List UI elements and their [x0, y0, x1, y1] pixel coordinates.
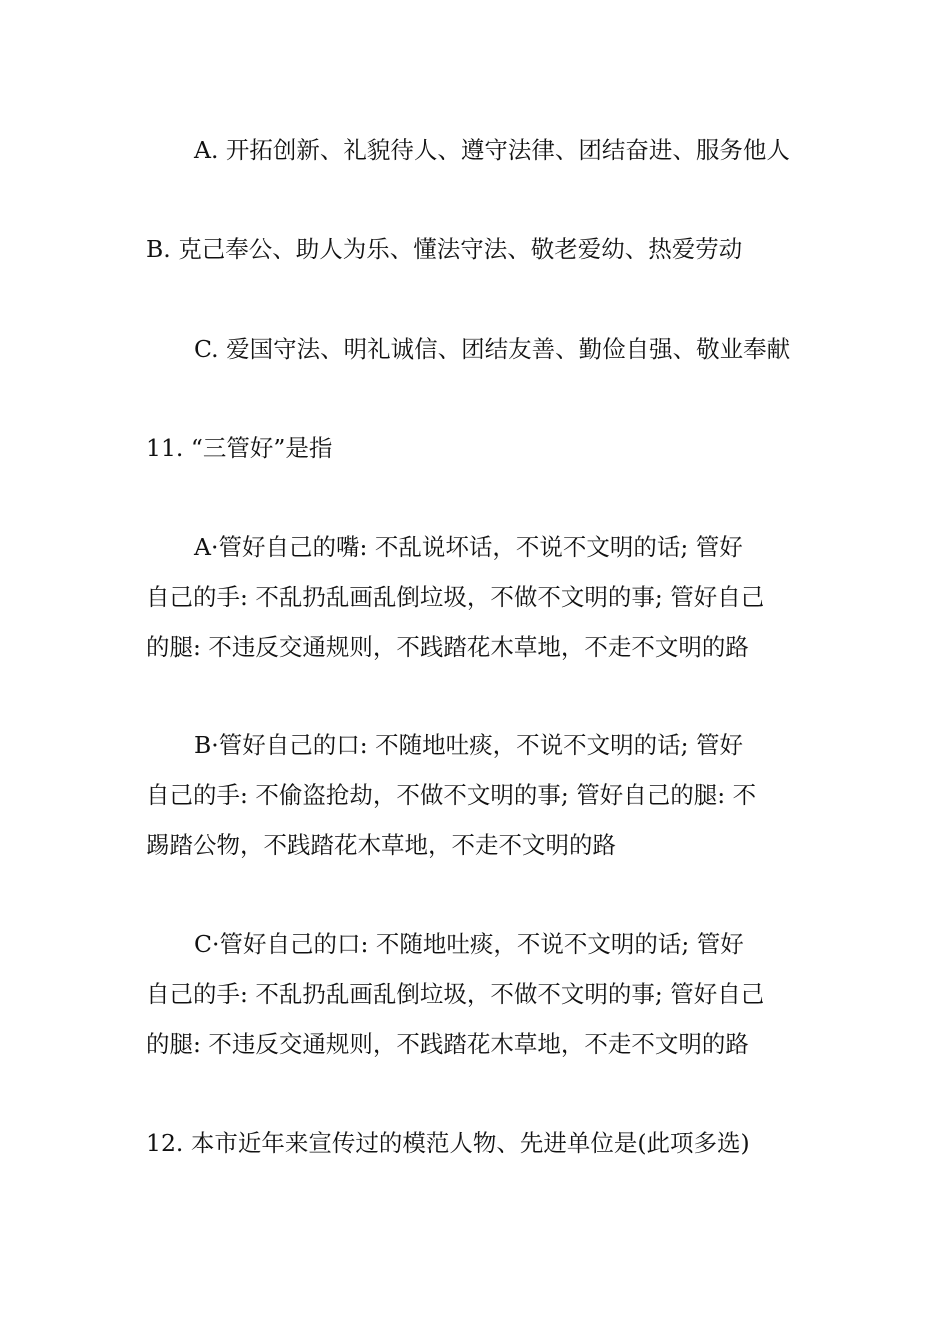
q11-option-b [146, 720, 808, 870]
q10-option-c: C. 爱国守法、明礼诚信、团结友善、勤俭自强、敬业奉献 [194, 335, 791, 363]
q11-option-c-line-3: 的腿: 不违反交通规则，不践踏花木草地，不走不文明的路 [146, 1030, 749, 1058]
q11-option-c-line-2: 自己的手: 不乱扔乱画乱倒垃圾，不做不文明的事; 管好自己 [146, 980, 765, 1008]
q11-option-b-line-2: 自己的手: 不偷盗抢劫，不做不文明的事; 管好自己的腿: 不 [146, 781, 757, 809]
q12-question: 12. 本市近年来宣传过的模范人物、先进单位是(此项多选) [146, 1129, 750, 1157]
q10-option-a: A. 开拓创新、礼貌待人、遵守法律、团结奋进、服务他人 [194, 136, 790, 164]
q11-option-c [146, 919, 808, 1069]
q10-option-b: B. 克己奉公、助人为乐、懂法守法、敬老爱幼、热爱劳动 [146, 235, 743, 263]
q11-option-a-line-3: 的腿: 不违反交通规则，不践踏花木草地，不走不文明的路 [146, 633, 749, 661]
q11-option-b-line-3: 踢踏公物，不践踏花木草地，不走不文明的路 [146, 831, 616, 859]
q11-option-a [146, 522, 808, 672]
q11-option-b-line-1: B·管好自己的口: 不随地吐痰，不说不文明的话; 管好 [194, 731, 744, 759]
q11-question: 11. “三管好”是指 [146, 434, 333, 462]
q11-option-c-line-1: C·管好自己的口: 不随地吐痰，不说不文明的话; 管好 [194, 930, 744, 958]
q11-option-a-line-1: A·管好自己的嘴: 不乱说坏话，不说不文明的话; 管好 [194, 533, 743, 561]
q11-option-a-line-2: 自己的手: 不乱扔乱画乱倒垃圾，不做不文明的事; 管好自己 [146, 583, 765, 611]
